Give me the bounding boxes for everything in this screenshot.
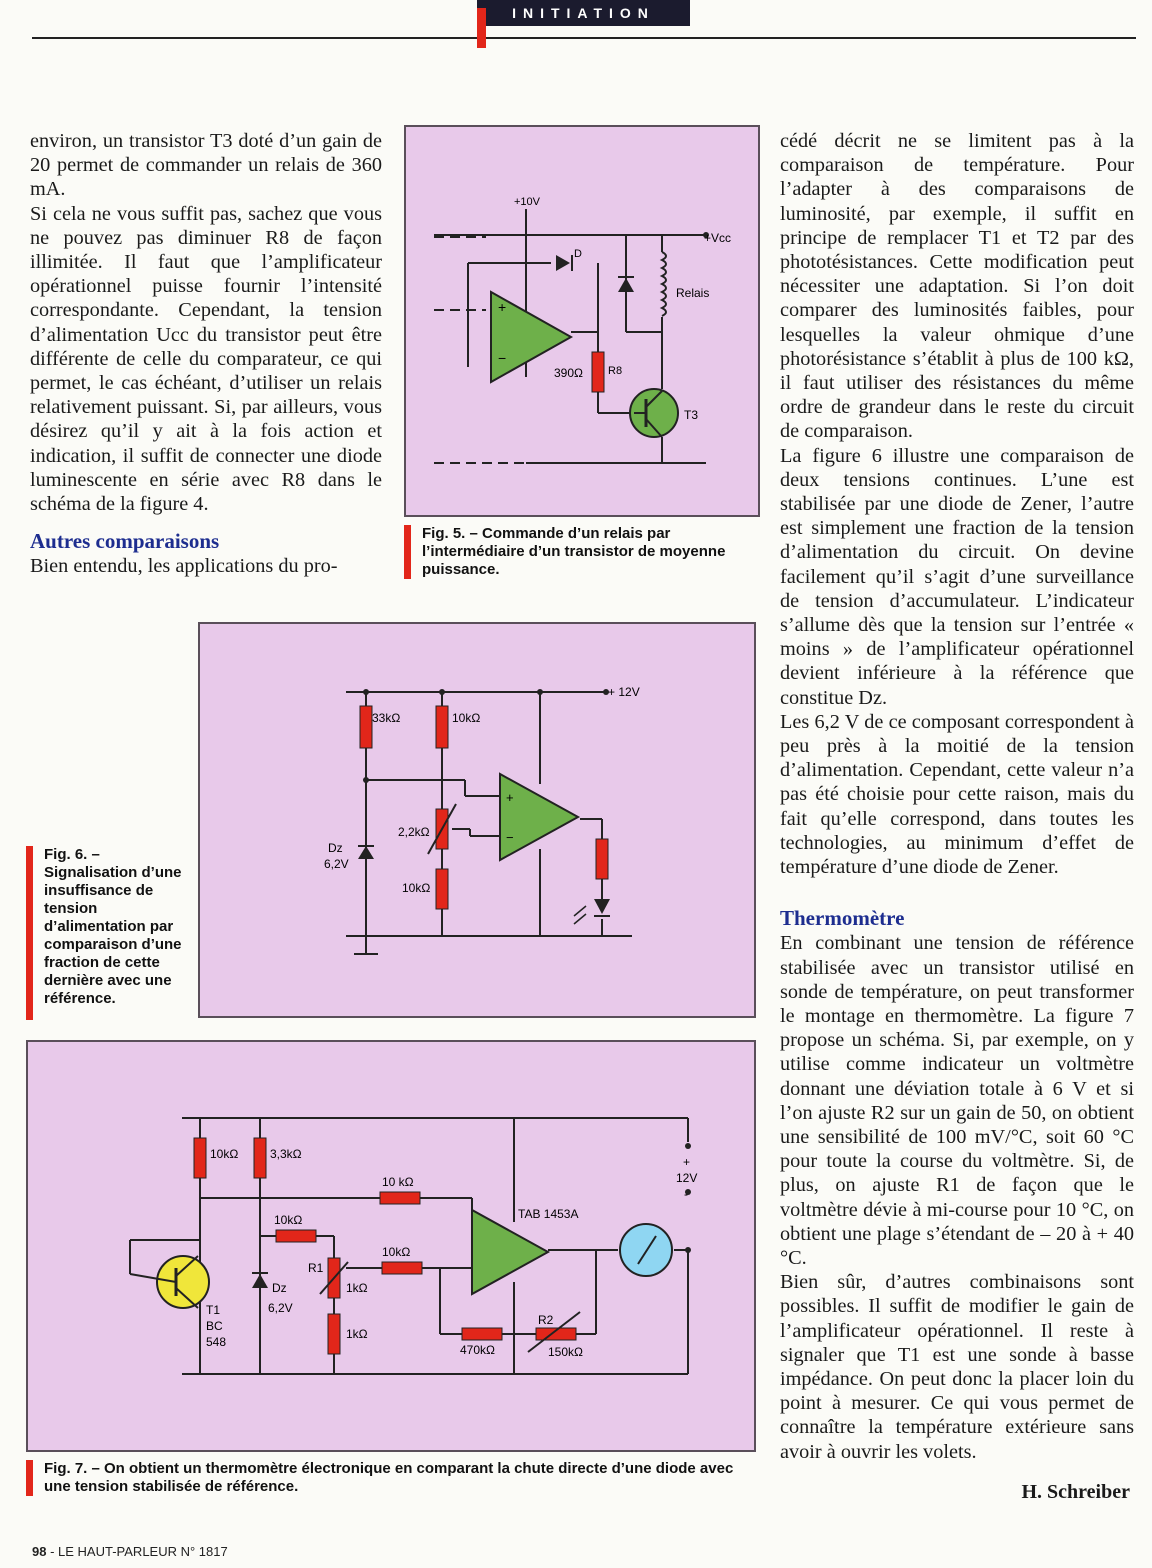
fig6-label-10k-top: 10kΩ bbox=[452, 711, 481, 725]
diode-symbol bbox=[556, 255, 570, 271]
fig7-label-dz-v: 6,2V bbox=[268, 1301, 293, 1315]
resistor-470k bbox=[462, 1328, 502, 1340]
zener-diode-icon bbox=[358, 846, 374, 859]
fig6-schematic bbox=[200, 624, 754, 1016]
fig7-label-dz: Dz bbox=[272, 1281, 287, 1295]
fig7-label-10k-b: 10 kΩ bbox=[382, 1175, 414, 1189]
fig6-label-12v: + 12V bbox=[608, 685, 640, 699]
fig7-label-r2: R2 bbox=[538, 1313, 554, 1327]
transistor-t1-icon bbox=[157, 1256, 209, 1308]
page-footer bbox=[32, 1544, 228, 1559]
figure-5 bbox=[404, 125, 760, 517]
heading-thermometre: Thermomètre bbox=[780, 906, 905, 931]
resistor-1k bbox=[328, 1314, 340, 1354]
right-column bbox=[780, 129, 1134, 1464]
page-number: 98 bbox=[32, 1544, 47, 1559]
fig7-caption: Fig. 7. – On obtient un thermomètre électronique en comparant la chute directe d’une diode avec une tension stabilisée de référence. bbox=[26, 1460, 756, 1496]
resistor-led bbox=[596, 839, 608, 879]
resistor-r8 bbox=[592, 352, 604, 392]
fig6-label-33k: 33kΩ bbox=[372, 711, 401, 725]
fig7-label-t1: T1 bbox=[206, 1303, 221, 1317]
fig5-label-r8: R8 bbox=[608, 365, 623, 377]
fig7-label-bc: BC bbox=[206, 1319, 223, 1333]
paragraph: Si cela ne vous suffit pas, sachez que vous ne pouvez pas diminuer R8 de façon illimitée. Il faut que l’amplificateur opérationnel puisse fournir l’intensité correspondante. Cependant, la tension d’alimentation Ucc du transistor peut être différente de celle du comparateur, ce qui permet, le cas échéant, d’utiliser un relais relativement puissant. Si, par ailleurs, vous désirez qu’il y ait à la fois action et indication, il suffit de connecter une diode luminescente en série avec R8 dans le schéma de la figure 4. bbox=[30, 202, 382, 516]
paragraph: Bien entendu, les applications du pro- bbox=[30, 555, 338, 578]
led-icon bbox=[594, 899, 610, 914]
opamp-symbol bbox=[500, 774, 578, 860]
fig5-label-relais: Relais bbox=[676, 286, 710, 300]
fig6-label-pot: 2,2kΩ bbox=[398, 825, 430, 839]
fig7-label-r1: R1 bbox=[308, 1261, 324, 1275]
paragraph: En combinant une tension de référence stabilisée avec un transistor utilisé en sonde de température, on peut transformer le montage en thermomètre. La figure 7 propose un schéma. Si, par exemple, on y utilise comme indicateur un voltmètre donnant une déviation totale à 6 V et si l’on ajuste R2 sur un gain de 50, on obtient une sensibilité de 100 mV/°C, soit 60 °C pour toute la course du voltmètre. Si, de plus, on ajuste R1 de façon que le voltmètre dévie à mi-course pour 10 °C, on obtient une plage s’étendant de – 20 à + 40 °C. bbox=[780, 932, 1134, 1269]
fig5-label-390: 390Ω bbox=[554, 366, 583, 380]
left-column bbox=[30, 129, 382, 578]
publication-name: - LE HAUT-PARLEUR N° 1817 bbox=[50, 1544, 228, 1559]
svg-text:+: + bbox=[683, 1155, 691, 1169]
fig7-label-10k-a: 10kΩ bbox=[210, 1147, 239, 1161]
fig7-label-10k-c: 10kΩ bbox=[274, 1213, 303, 1227]
svg-text:+: + bbox=[506, 790, 514, 805]
resistor-33k bbox=[360, 706, 372, 748]
svg-text:−: − bbox=[498, 350, 507, 366]
fig6-label-dz: Dz bbox=[328, 841, 343, 855]
freewheel-diode-symbol bbox=[618, 278, 634, 292]
resistor-3k3 bbox=[254, 1138, 266, 1178]
fig5-label-t3: T3 bbox=[684, 408, 699, 422]
fig7-label-3k3: 3,3kΩ bbox=[270, 1147, 302, 1161]
fig6-label-10k-bottom: 10kΩ bbox=[402, 881, 431, 895]
header-accent bbox=[477, 8, 486, 48]
figure-6 bbox=[198, 622, 756, 1018]
paragraph: Les 6,2 V de ce composant correspondent à peu près à la moitié de la tension d’alimentation. Cependant, cette valeur n’a pas été choisie pour cette raison, mais du fait qu’elle correspond, dans toutes les technologies, au minimum d’effet de température d’une diode de Zener. bbox=[780, 710, 1134, 879]
fig7-label-1k-b: 1kΩ bbox=[346, 1327, 368, 1341]
zener-diode-icon bbox=[252, 1274, 268, 1288]
paragraph: environ, un transistor T3 doté d’un gain de 20 permet de commander un relais de 360 mA. bbox=[30, 130, 382, 201]
fig7-label-470k: 470kΩ bbox=[460, 1343, 495, 1357]
paragraph: cédé décrit ne se limitent pas à la comparaison de température. Pour l’adapter à des comparaisons de luminosité, par exemple, il suffit en principe de remplacer T1 et T2 par des phototésistances. Cette modification peut nécessiter une adaptation. Si l’on doit comparer des luminosités faibles, pour lesquelles la valeur ohmique d’une photorésistance s’établit à plus de 100 kΩ, il faut utiliser des résistances du même ordre de grandeur dans le reste du circuit de comparaison. bbox=[780, 130, 1134, 443]
fig7-label-548: 548 bbox=[206, 1335, 227, 1349]
fig5-schematic bbox=[406, 127, 758, 515]
fig5-caption: Fig. 5. – Commande d’un relais par l’intermédiaire d’un transistor de moyenne puissance. bbox=[404, 525, 744, 579]
svg-text:−: − bbox=[506, 830, 514, 845]
fig7-label-150k: 150kΩ bbox=[548, 1345, 583, 1359]
fig7-label-12v: 12V bbox=[676, 1171, 698, 1185]
heading-autres-comparaisons: Autres comparaisons bbox=[30, 529, 220, 554]
opamp-symbol bbox=[472, 1210, 548, 1294]
relay-coil-icon bbox=[662, 252, 666, 316]
fig6-label-dz-v: 6,2V bbox=[324, 857, 349, 871]
fig7-label-opamp: TAB 1453A bbox=[518, 1207, 579, 1221]
paragraph: La figure 6 illustre une comparaison de deux tensions continues. L’une est stabilisée par une diode de Zener, l’autre est simplement une fraction de la tension d’alimentation du circuit. On devine facilement qu’il s’agit d’une surveillance de tension d’accumulateur. L’indicateur s’allume dès que la tension sur l’entrée « moins » de l’amplificateur opérationnel devient inférieure à la référence que constitue Dz. bbox=[780, 444, 1134, 709]
resistor-10k-d bbox=[382, 1262, 422, 1274]
section-label: INITIATION bbox=[477, 0, 690, 26]
svg-text:+: + bbox=[498, 299, 507, 315]
resistor-10k-c bbox=[276, 1230, 316, 1242]
resistor-10k-top bbox=[436, 706, 448, 748]
resistor-10k-bottom bbox=[436, 869, 448, 909]
paragraph: Bien sûr, d’autres combinaisons sont possibles. Il suffit de modifier le gain de l’amplificateur opérationnel. Il reste à signaler que T1 est une sonde à basse impédance. On peut donc la placer loin du point à mesurer. Ce qui vous permet de connaître la température extérieure sans avoir à ouvrir les volets. bbox=[780, 1271, 1134, 1463]
figure-7 bbox=[26, 1040, 756, 1452]
fig5-label-d: D bbox=[574, 248, 582, 260]
fig5-label-vcc: +Vcc bbox=[704, 231, 732, 245]
svg-text:-: - bbox=[684, 1187, 688, 1201]
resistor-10k-b bbox=[380, 1192, 420, 1204]
fig5-label-10v: +10V bbox=[514, 196, 540, 208]
fig7-label-10k-d: 10kΩ bbox=[382, 1245, 411, 1259]
fig7-label-1k-a: 1kΩ bbox=[346, 1281, 368, 1295]
header-rule bbox=[32, 37, 1136, 39]
fig7-schematic bbox=[28, 1042, 754, 1450]
author-signature: H. Schreiber bbox=[1021, 1481, 1130, 1503]
fig6-caption: Fig. 6. – Signalisation d’une insuffisance de tension d’alimentation par comparaison d’une fraction de cette dernière avec une référence. bbox=[26, 846, 186, 1008]
resistor-10k-a bbox=[194, 1138, 206, 1178]
